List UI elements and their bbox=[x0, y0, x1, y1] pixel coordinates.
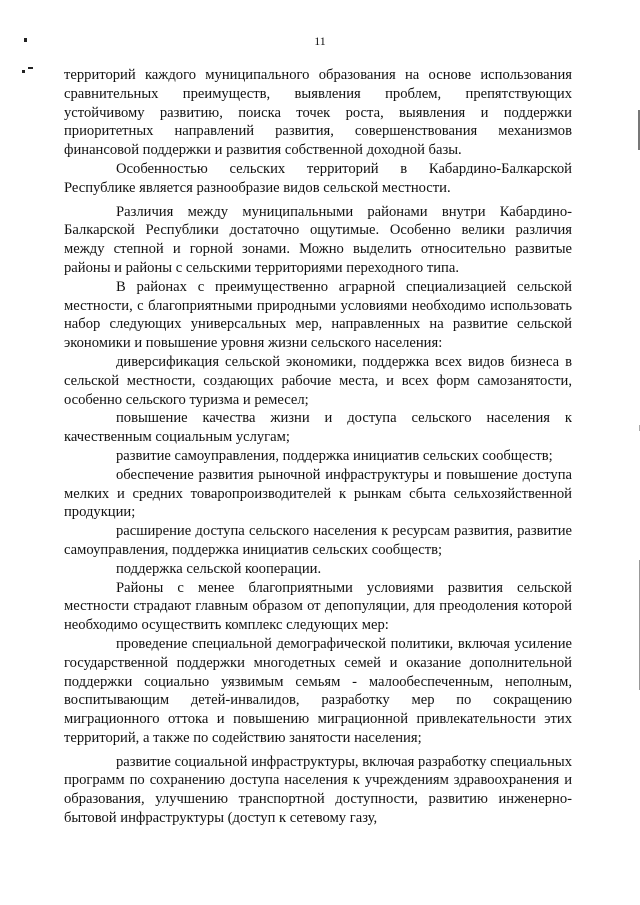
paragraph: Различия между муниципальными районами внутри Кабардино-Балкарской Республики достаточно ощутимые. Особенно велики различия между степной и горной зонами. Можно выделить относительно развитые районы и районы с сельскими территориями переходного типа. bbox=[64, 203, 572, 276]
paragraph-continuation: территорий каждого муниципального образования на основе использования сравнительных преимуществ, выявления проблем, препятствующих устойчивому развитию, поиска точек роста, выявления и поддержки приоритетных направлений развития, совершенствования механизмов финансовой поддержки и развития собственной доходной базы. bbox=[64, 67, 572, 159]
paragraph: Особенностью сельских территорий в Кабардино-Балкарской Республике является разнообразие видов сельской местности. bbox=[64, 160, 572, 196]
paragraph: Районы с менее благоприятными условиями развития сельской местности страдают главным образом от депопуляции, для преодоления которой необходимо осуществить комплекс следующих мер: bbox=[64, 579, 572, 634]
list-item: диверсификация сельской экономики, поддержка всех видов бизнеса в сельской местности, создающих рабочие места, и всех форм самозанятости, особенно сельского туризма и ремесел; bbox=[64, 353, 572, 408]
list-item: повышение качества жизни и доступа сельского населения к качественным социальным услугам; bbox=[64, 410, 572, 446]
list-item: расширение доступа сельского населения к ресурсам развития, развитие самоуправления, поддержка инициатив сельских сообществ; bbox=[64, 523, 572, 558]
document-body bbox=[64, 66, 572, 828]
scan-speck bbox=[28, 67, 33, 69]
list-item: развитие самоуправления, поддержка инициатив сельских сообществ; bbox=[116, 447, 553, 464]
paragraph: В районах с преимущественно аграрной специализацией сельской местности, с благоприятными природными условиями необходимо использовать набор следующих универсальных мер, направленных на развитие сельской экономики и повышение уровня жизни сельского населения: bbox=[64, 278, 572, 352]
list-item: обеспечение развития рыночной инфраструктуры и повышение доступа мелких и средних товаропроизводителей к рынкам сбыта сельхозяйственной продукции; bbox=[64, 466, 572, 521]
list-item: поддержка сельской кооперации. bbox=[116, 560, 322, 577]
list-item: развитие социальной инфраструктуры, включая разработку специальных программ по сохранению доступа населения к учреждениям здравоохранения и образования, улучшению транспортной доступности, развитию инженерно-бытовой инфраструктуры (доступ к сетевому газу, bbox=[64, 753, 572, 827]
list-item: проведение специальной демографической политики, включая усиление государственной поддержки многодетных семей и оказание дополнительной поддержки социально уязвимым семьям - малообеспеченным, неполным, воспитывающим детей-инвалидов, разработку мер по сокращению миграционного оттока и повышению миграционной привлекательности этих территорий, а также по содействию занятости населения; bbox=[64, 635, 572, 746]
page-number: 11 bbox=[314, 34, 326, 48]
scan-speck bbox=[22, 70, 25, 73]
